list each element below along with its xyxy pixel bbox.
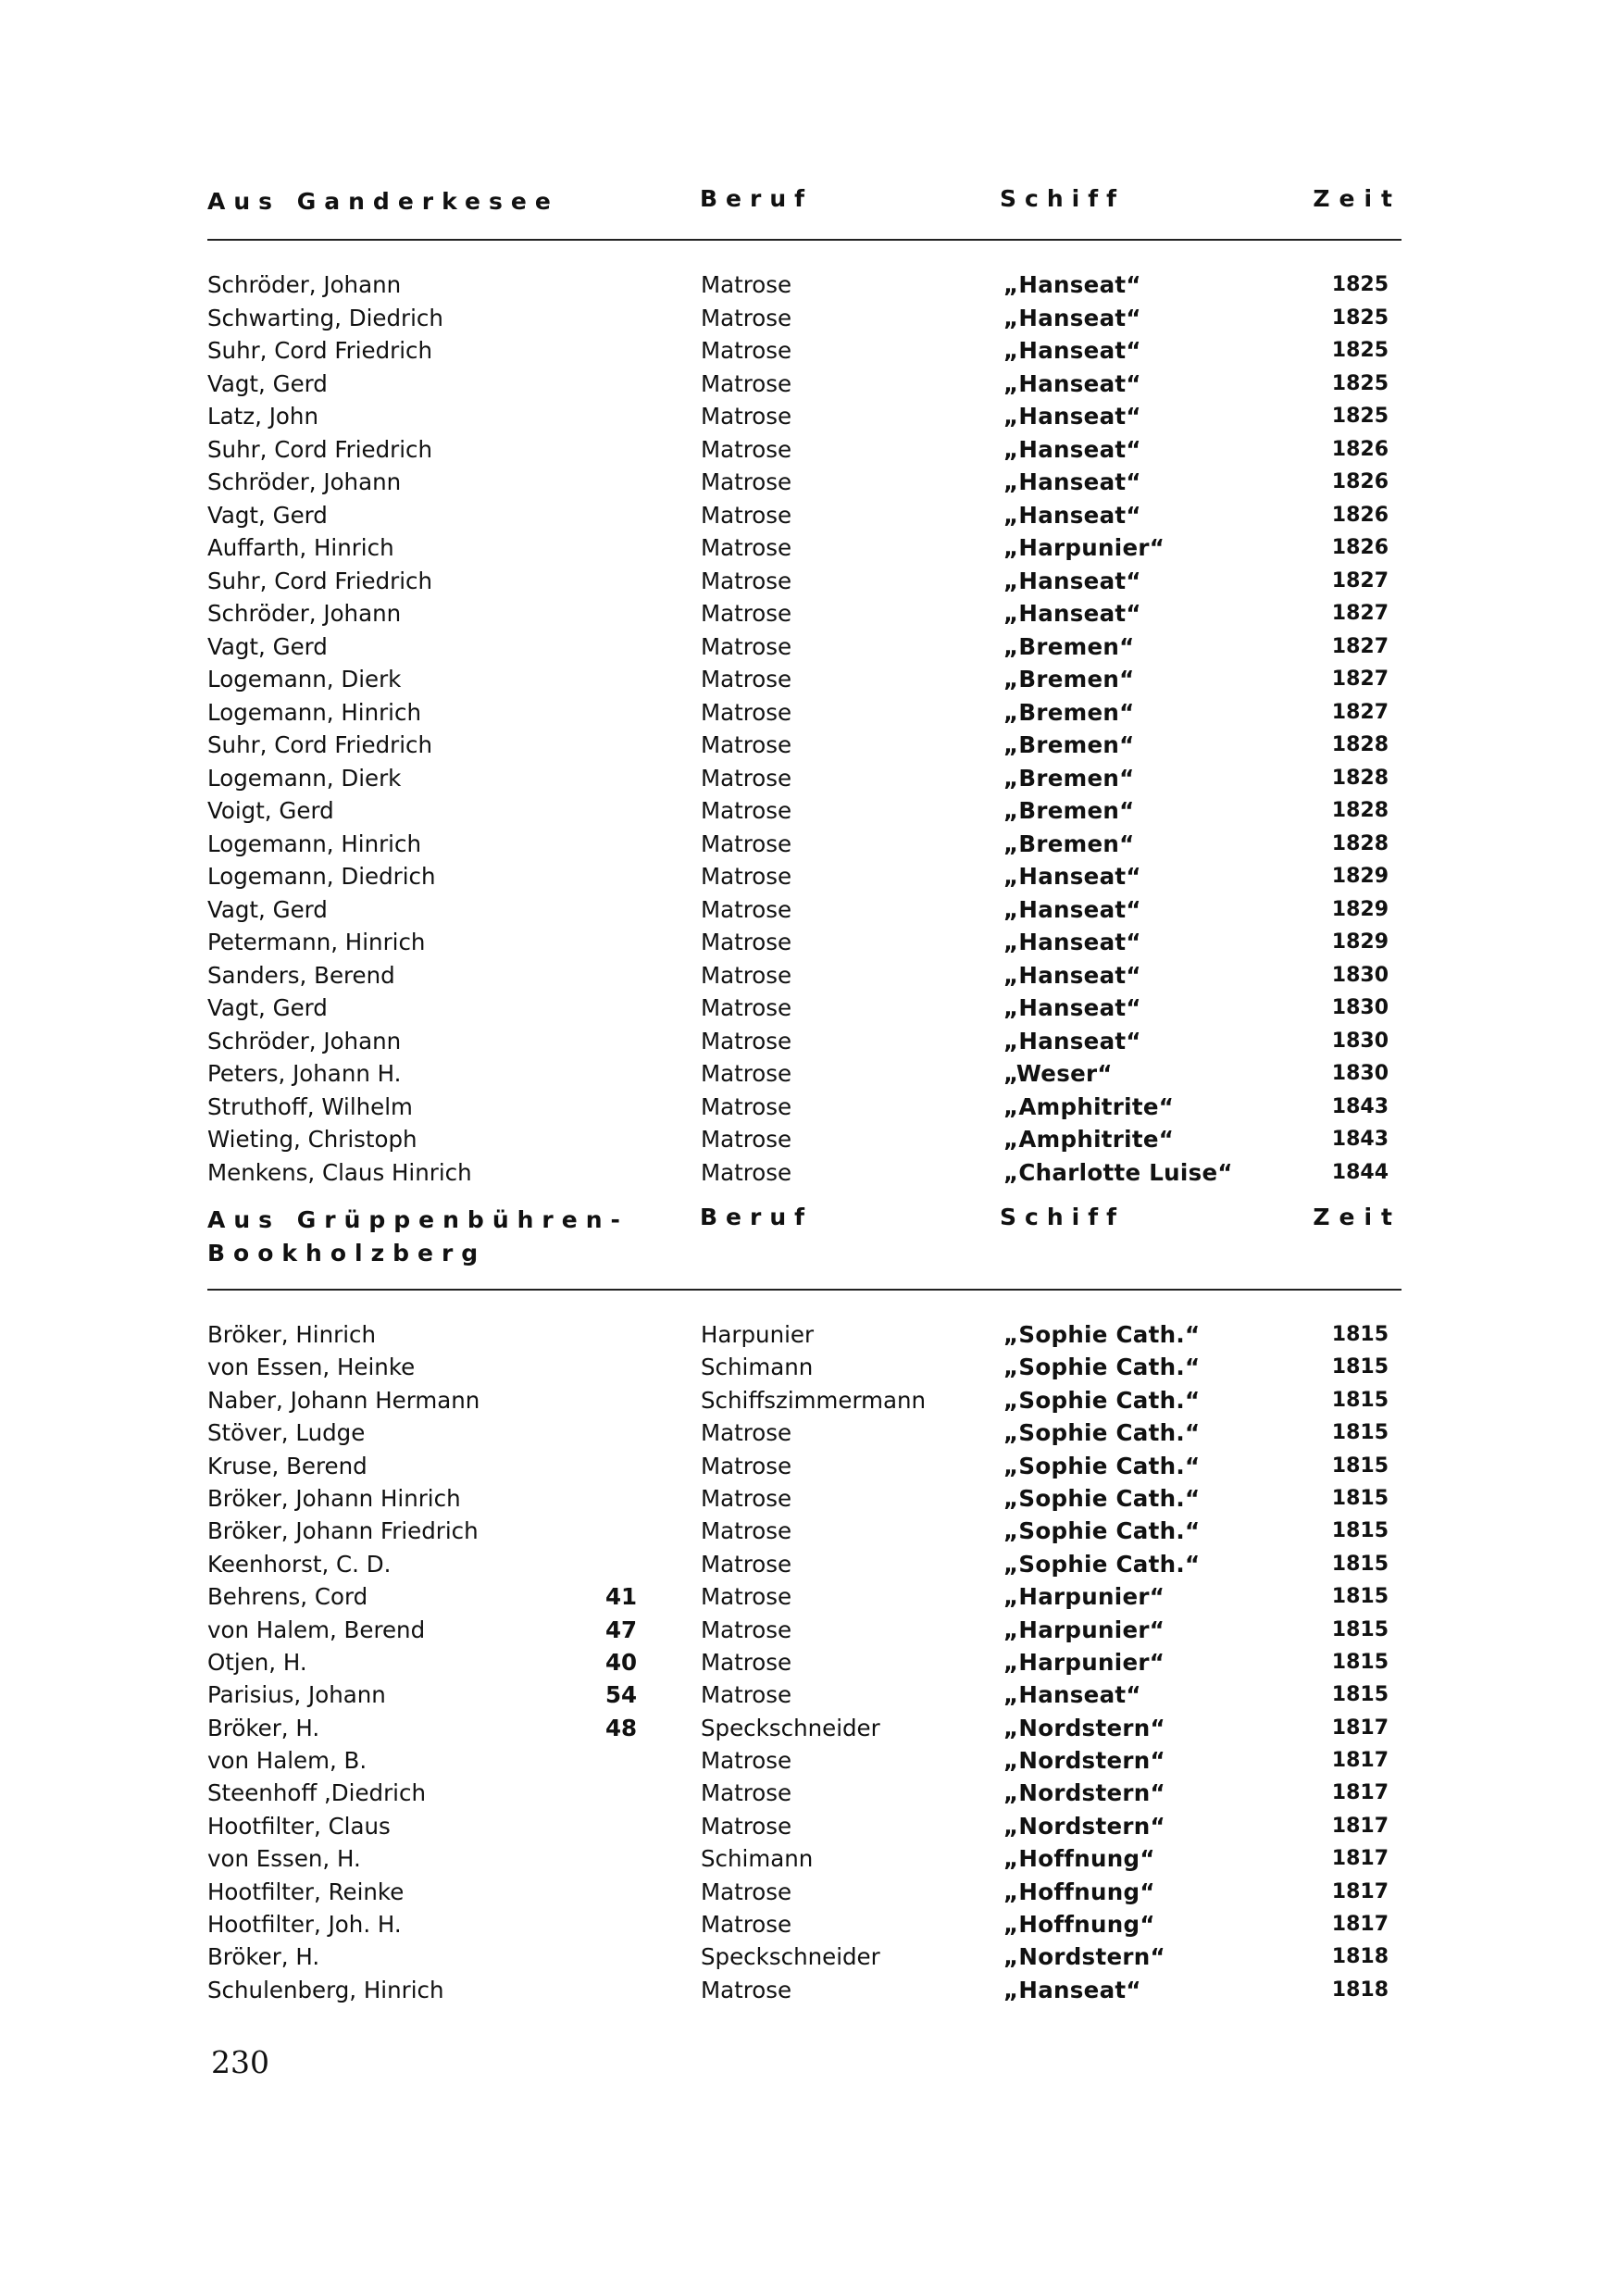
crew-beruf: Matrose [701,1976,792,2003]
crew-schiff: „Bremen“ [1003,666,1135,693]
table-row [207,1777,1401,1809]
crew-zeit: 1826 [1331,536,1389,559]
crew-schiff: „Hanseat“ [1003,271,1141,298]
crew-beruf: Matrose [701,1779,792,1807]
table-row [207,1025,1401,1058]
crew-name: Bröker, Hinrich [207,1321,377,1348]
header-rule [207,1289,1401,1291]
crew-beruf: Schiffszimmermann [701,1386,927,1414]
table-row [207,1515,1401,1547]
crew-name: von Essen, H. [207,1845,361,1873]
crew-zeit: 1830 [1331,996,1389,1019]
crew-schiff: „Hanseat“ [1003,863,1141,890]
table-row [207,828,1401,861]
crew-beruf: Matrose [701,994,792,1021]
crew-schiff: „Amphitrite“ [1003,1126,1175,1153]
table-row [207,696,1401,730]
crew-zeit: 1826 [1331,437,1389,461]
crew-beruf: Matrose [701,1747,792,1775]
crew-zeit: 1818 [1331,1945,1389,1969]
crew-zeit: 1825 [1331,339,1389,362]
beruf-heading: Beruf [700,1204,814,1230]
table-row [207,368,1401,401]
crew-schiff: „Hoffnung“ [1003,1911,1155,1939]
crew-beruf: Matrose [701,1158,792,1186]
crew-beruf: Matrose [701,600,792,627]
table-row [207,499,1401,532]
crew-beruf: Matrose [701,337,792,364]
table-row [207,926,1401,959]
crew-schiff: „Harpunier“ [1003,1616,1165,1643]
crew-beruf: Matrose [701,271,792,298]
crew-schiff: „Sophie Cath.“ [1003,1452,1201,1479]
table-row [207,1908,1401,1940]
table-row [207,1974,1401,2006]
crew-schiff: „Hoffnung“ [1003,1878,1155,1905]
crew-beruf: Matrose [701,961,792,989]
table-row [207,302,1401,335]
crew-beruf: Matrose [701,797,792,824]
table-row [207,1416,1401,1449]
crew-name: Bröker, Johann Hinrich [207,1484,461,1512]
crew-schiff: „Sophie Cath.“ [1003,1321,1201,1348]
crew-name: Suhr, Cord Friedrich [207,435,433,463]
crew-list [207,1318,1401,2006]
section-grueppenbuehren-bookholzberg [207,1204,1401,2006]
crew-name: Logemann, Hinrich [207,830,421,857]
crew-name: von Halem, B. [207,1747,367,1775]
table-row [207,729,1401,762]
table-row [207,860,1401,893]
crew-beruf: Matrose [701,666,792,693]
crew-name: Schröder, Johann [207,1027,402,1054]
crew-beruf: Matrose [701,1092,792,1120]
crew-schiff: „Hanseat“ [1003,435,1141,463]
crew-schiff: „Harpunier“ [1003,1648,1165,1676]
table-row [207,630,1401,664]
crew-zeit: 1829 [1331,930,1389,954]
crew-name: Hootfilter, Joh. H. [207,1911,402,1939]
crew-name: Schröder, Johann [207,271,402,298]
crew-schiff: „Nordstern“ [1003,1812,1165,1840]
table-row [207,268,1401,302]
crew-schiff: „Nordstern“ [1003,1779,1165,1807]
crew-schiff: „Hoffnung“ [1003,1845,1155,1873]
crew-zeit: 1815 [1331,1454,1389,1478]
crew-name: Bröker, H. [207,1714,320,1741]
table-row [207,663,1401,696]
crew-beruf: Matrose [701,830,792,857]
crew-beruf: Matrose [701,1583,792,1611]
crew-beruf: Matrose [701,1452,792,1479]
page-number: 230 [211,2044,269,2080]
crew-name: Schröder, Johann [207,600,402,627]
crew-beruf: Matrose [701,1648,792,1676]
table-row [207,1548,1401,1580]
crew-beruf: Matrose [701,1126,792,1153]
crew-schiff: „Hanseat“ [1003,929,1141,955]
crew-beruf: Matrose [701,929,792,955]
table-row [207,1842,1401,1875]
crew-name: Menkens, Claus Hinrich [207,1158,472,1186]
crew-name: Logemann, Hinrich [207,698,421,726]
crew-schiff: „Hanseat“ [1003,369,1141,397]
crew-name: Logemann, Diedrich [207,863,436,890]
crew-schiff: „Sophie Cath.“ [1003,1386,1201,1414]
crew-zeit: 1817 [1331,1879,1389,1903]
crew-beruf: Schimann [701,1845,814,1873]
crew-zeit: 1817 [1331,1781,1389,1805]
crew-schiff: „Amphitrite“ [1003,1092,1175,1120]
crew-name: Bröker, H. [207,1943,320,1971]
crew-schiff: „Hanseat“ [1003,403,1141,430]
table-row [207,1614,1401,1646]
crew-beruf: Matrose [701,764,792,792]
crew-name: Schulenberg, Hinrich [207,1976,444,2003]
crew-beruf: Harpunier [701,1321,815,1348]
crew-schiff: „Hanseat“ [1003,337,1141,364]
crew-name: Auffarth, Hinrich [207,534,394,561]
crew-schiff: „Nordstern“ [1003,1747,1165,1775]
crew-zeit: 1827 [1331,700,1389,724]
crew-zeit: 1825 [1331,371,1389,395]
table-row [207,1384,1401,1416]
crew-age: 54 [605,1681,638,1709]
crew-name: Steenhoff ,Diedrich [207,1779,426,1807]
crew-zeit: 1825 [1331,405,1389,428]
crew-zeit: 1827 [1331,602,1389,625]
crew-schiff: „Hanseat“ [1003,600,1141,627]
crew-zeit: 1815 [1331,1650,1389,1674]
crew-name: von Halem, Berend [207,1616,426,1643]
crew-age: 40 [605,1648,638,1676]
crew-beruf: Matrose [701,863,792,890]
crew-beruf: Matrose [701,468,792,495]
crew-schiff: „Hanseat“ [1003,895,1141,923]
crew-beruf: Matrose [701,895,792,923]
crew-name: Peters, Johann H. [207,1060,402,1087]
crew-schiff: „Weser“ [1003,1060,1113,1087]
crew-schiff: „Hanseat“ [1003,468,1141,495]
crew-schiff: „Bremen“ [1003,632,1135,660]
table-row [207,1318,1401,1351]
crew-name: Sanders, Berend [207,961,395,989]
table-row [207,1156,1401,1190]
crew-name: Otjen, H. [207,1648,307,1676]
section-header [207,1204,1401,1279]
crew-schiff: „Nordstern“ [1003,1714,1165,1741]
crew-schiff: „Hanseat“ [1003,994,1141,1021]
table-row [207,1091,1401,1124]
crew-zeit: 1817 [1331,1749,1389,1773]
table-row [207,565,1401,598]
crew-zeit: 1843 [1331,1128,1389,1151]
crew-beruf: Speckschneider [701,1943,880,1971]
crew-name: Kruse, Berend [207,1452,367,1479]
crew-schiff: „Nordstern“ [1003,1943,1165,1971]
crew-schiff: „Bremen“ [1003,797,1135,824]
crew-zeit: 1815 [1331,1388,1389,1412]
crew-schiff: „Hanseat“ [1003,1976,1141,2003]
crew-name: Stöver, Ludge [207,1419,366,1447]
crew-beruf: Matrose [701,1616,792,1643]
crew-zeit: 1830 [1331,1062,1389,1085]
schiff-heading: Schiff [1000,1204,1125,1230]
crew-zeit: 1815 [1331,1519,1389,1543]
crew-beruf: Matrose [701,698,792,726]
table-row [207,1057,1401,1091]
crew-zeit: 1828 [1331,733,1389,756]
crew-beruf: Matrose [701,1419,792,1447]
crew-zeit: 1817 [1331,1716,1389,1740]
crew-schiff: „Sophie Cath.“ [1003,1484,1201,1512]
crew-zeit: 1815 [1331,1552,1389,1576]
crew-zeit: 1815 [1331,1486,1389,1510]
crew-beruf: Matrose [701,501,792,529]
crew-schiff: „Harpunier“ [1003,1583,1165,1611]
crew-zeit: 1829 [1331,897,1389,921]
crew-beruf: Matrose [701,731,792,758]
table-row [207,762,1401,795]
crew-name: Bröker, Johann Friedrich [207,1517,479,1545]
table-row [207,1351,1401,1383]
table-row [207,531,1401,565]
crew-zeit: 1830 [1331,1029,1389,1053]
crew-schiff: „Harpunier“ [1003,534,1165,561]
crew-beruf: Matrose [701,567,792,594]
crew-beruf: Matrose [701,1812,792,1840]
crew-zeit: 1844 [1331,1160,1389,1184]
crew-beruf: Matrose [701,1878,792,1905]
crew-beruf: Matrose [701,534,792,561]
crew-name: Suhr, Cord Friedrich [207,337,433,364]
crew-beruf: Schimann [701,1354,814,1381]
crew-beruf: Matrose [701,632,792,660]
crew-age: 48 [605,1714,638,1741]
table-row [207,992,1401,1025]
crew-beruf: Matrose [701,369,792,397]
crew-name: Logemann, Dierk [207,666,402,693]
crew-schiff: „Hanseat“ [1003,567,1141,594]
crew-zeit: 1815 [1331,1421,1389,1445]
crew-beruf: Matrose [701,1060,792,1087]
crew-zeit: 1815 [1331,1683,1389,1707]
crew-zeit: 1815 [1331,1323,1389,1346]
crew-schiff: „Sophie Cath.“ [1003,1517,1201,1545]
crew-name: Naber, Johann Hermann [207,1386,480,1414]
crew-name: Vagt, Gerd [207,632,328,660]
crew-age: 41 [605,1583,638,1611]
crew-zeit: 1827 [1331,568,1389,593]
crew-schiff: „Hanseat“ [1003,1027,1141,1054]
schiff-heading: Schiff [1000,185,1125,212]
crew-zeit: 1815 [1331,1355,1389,1379]
table-row [207,400,1401,433]
table-row [207,1450,1401,1482]
table-row [207,1123,1401,1156]
crew-name: Logemann, Dierk [207,764,402,792]
table-row [207,1744,1401,1777]
crew-schiff: „Hanseat“ [1003,1681,1141,1709]
section-header [207,185,1401,230]
table-row [207,959,1401,992]
table-row [207,1678,1401,1711]
crew-beruf: Matrose [701,1681,792,1709]
crew-schiff: „Sophie Cath.“ [1003,1354,1201,1381]
crew-zeit: 1817 [1331,1814,1389,1838]
crew-beruf: Matrose [701,435,792,463]
table-row [207,1712,1401,1744]
crew-name: Struthoff, Wilhelm [207,1092,413,1120]
crew-schiff: „Hanseat“ [1003,961,1141,989]
crew-zeit: 1828 [1331,766,1389,790]
crew-beruf: Matrose [701,1550,792,1578]
crew-zeit: 1817 [1331,1847,1389,1871]
crew-name: Wieting, Christoph [207,1126,417,1153]
zeit-heading: Zeit [1313,185,1401,212]
table-row [207,466,1401,499]
crew-schiff: „Hanseat“ [1003,501,1141,529]
crew-zeit: 1815 [1331,1617,1389,1641]
crew-schiff: „Charlotte Luise“ [1003,1158,1233,1186]
table-row [207,597,1401,630]
crew-zeit: 1827 [1331,668,1389,691]
crew-name: Petermann, Hinrich [207,929,426,955]
crew-name: Vagt, Gerd [207,501,328,529]
crew-beruf: Matrose [701,1911,792,1939]
crew-schiff: „Bremen“ [1003,731,1135,758]
crew-beruf: Matrose [701,403,792,430]
crew-age: 47 [605,1616,638,1643]
header-rule [207,239,1401,241]
crew-list [207,268,1401,1189]
crew-name: Suhr, Cord Friedrich [207,731,433,758]
table-row [207,1482,1401,1515]
crew-name: Hootfilter, Claus [207,1812,391,1840]
crew-name: Schwarting, Diedrich [207,304,443,331]
crew-schiff: „Bremen“ [1003,830,1135,857]
crew-beruf: Matrose [701,1484,792,1512]
beruf-heading: Beruf [700,185,814,212]
crew-beruf: Matrose [701,1027,792,1054]
crew-name: Voigt, Gerd [207,797,334,824]
crew-zeit: 1827 [1331,634,1389,658]
crew-beruf: Matrose [701,1517,792,1545]
zeit-heading: Zeit [1313,1204,1401,1230]
crew-zeit: 1826 [1331,503,1389,527]
crew-zeit: 1843 [1331,1094,1389,1118]
crew-zeit: 1830 [1331,963,1389,987]
crew-zeit: 1829 [1331,865,1389,888]
crew-name: Keenhorst, C. D. [207,1550,392,1578]
crew-name: Vagt, Gerd [207,994,328,1021]
crew-name: Schröder, Johann [207,468,402,495]
section-ganderkesee [207,185,1401,1189]
crew-beruf: Speckschneider [701,1714,880,1741]
crew-zeit: 1818 [1331,1978,1389,2002]
crew-zeit: 1817 [1331,1913,1389,1937]
crew-zeit: 1825 [1331,273,1389,296]
crew-name: Behrens, Cord [207,1583,368,1611]
crew-name: von Essen, Heinke [207,1354,416,1381]
table-row [207,1810,1401,1842]
crew-schiff: „Sophie Cath.“ [1003,1550,1201,1578]
crew-name: Vagt, Gerd [207,895,328,923]
origin-heading: Aus Ganderkesee [207,188,559,215]
crew-name: Parisius, Johann [207,1681,386,1709]
crew-zeit: 1828 [1331,799,1389,822]
crew-schiff: „Bremen“ [1003,698,1135,726]
crew-name: Vagt, Gerd [207,369,328,397]
crew-zeit: 1828 [1331,831,1389,855]
table-row [207,1940,1401,1973]
crew-beruf: Matrose [701,304,792,331]
crew-name: Suhr, Cord Friedrich [207,567,433,594]
table-row [207,1580,1401,1613]
table-row [207,1876,1401,1908]
crew-zeit: 1825 [1331,306,1389,330]
crew-zeit: 1826 [1331,470,1389,493]
table-row [207,1646,1401,1678]
crew-name: Hootfilter, Reinke [207,1878,405,1905]
crew-zeit: 1815 [1331,1585,1389,1609]
table-row [207,433,1401,467]
table-row [207,794,1401,828]
origin-heading: Aus Grüppenbühren- Bookholzberg [207,1206,629,1267]
crew-schiff: „Bremen“ [1003,764,1135,792]
crew-name: Latz, John [207,403,318,430]
crew-schiff: „Sophie Cath.“ [1003,1419,1201,1447]
table-row [207,893,1401,927]
table-row [207,334,1401,368]
crew-schiff: „Hanseat“ [1003,304,1141,331]
